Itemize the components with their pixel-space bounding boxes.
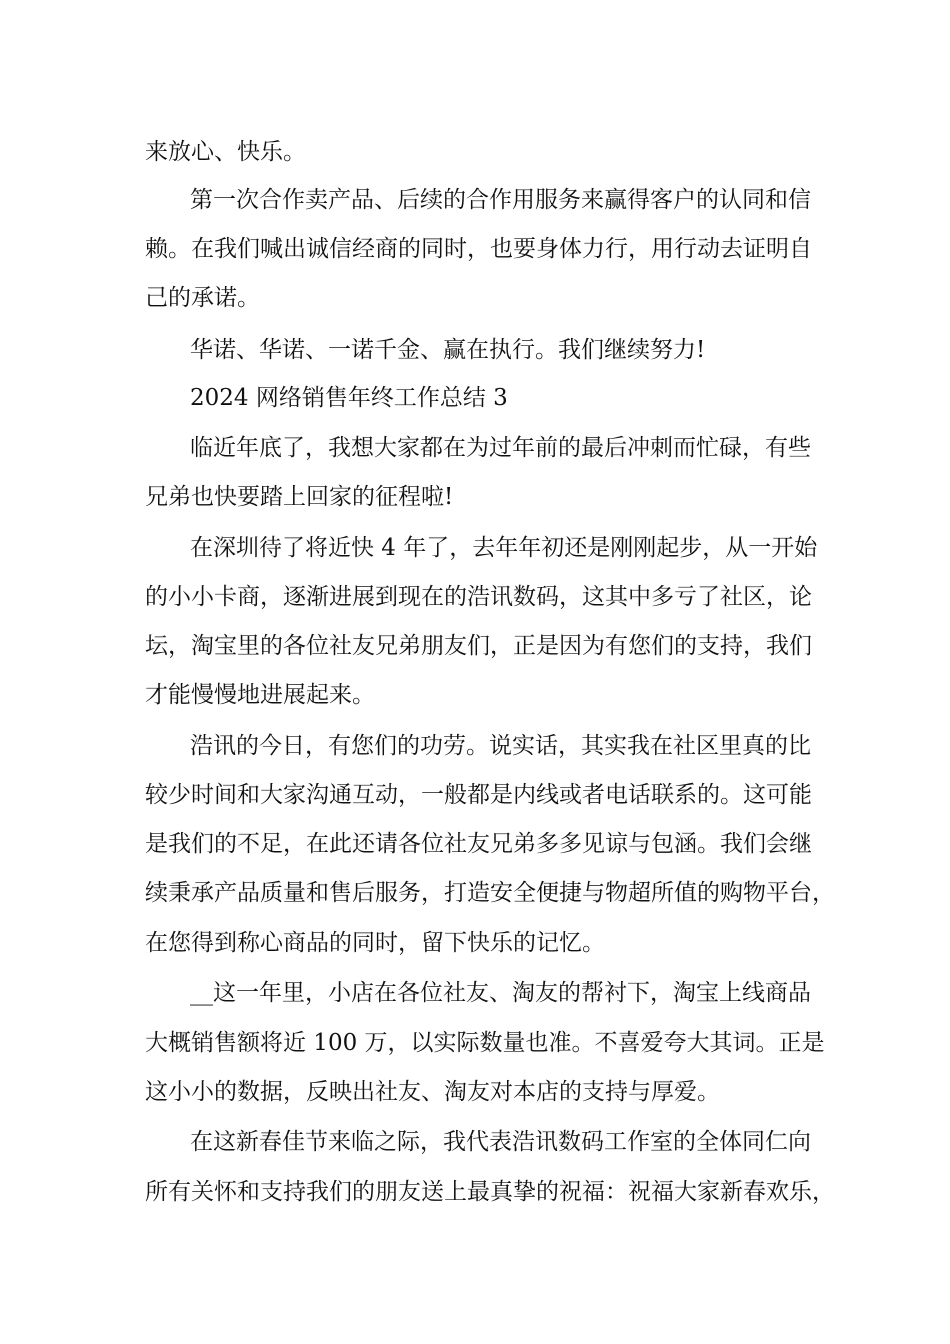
text-line: 的小小卡商，逐渐进展到现在的浩讯数码，这其中多亏了社区，论	[145, 584, 812, 610]
text-line: 在您得到称心商品的同时，留下快乐的记忆。	[145, 930, 605, 956]
text-line: 兄弟也快要踏上回家的征程啦!	[145, 484, 454, 510]
text-line: 来放心、快乐。	[145, 139, 306, 165]
text-line: 这小小的数据，反映出社友、淘友对本店的支持与厚爱。	[145, 1079, 720, 1105]
paragraph-first-line: 在这新春佳节来临之际，我代表浩讯数码工作室的全体同仁向	[190, 1129, 811, 1155]
paragraph-first-line: 华诺、华诺、一诺千金、赢在执行。我们继续努力!	[190, 337, 706, 363]
text-line: 大概销售额将近 100 万，以实际数量也准。不喜爱夸大其词。正是	[145, 1030, 825, 1056]
paragraph-first-line: 浩讯的今日，有您们的功劳。说实话，其实我在社区里真的比	[190, 733, 811, 759]
text-line: 赖。在我们喊出诚信经商的同时，也要身体力行，用行动去证明自	[145, 236, 812, 262]
text-line: 是我们的不足，在此还请各位社友兄弟多多见谅与包涵。我们会继	[145, 831, 812, 857]
paragraph-first-line: 临近年底了，我想大家都在为过年前的最后冲刺而忙碌，有些	[190, 435, 811, 461]
paragraph-first-line: __这一年里，小店在各位社友、淘友的帮衬下，淘宝上线商品	[190, 980, 811, 1006]
section-heading: 2024 网络销售年终工作总结 3	[190, 385, 508, 411]
text-line: 续秉承产品质量和售后服务，打造安全便捷与物超所值的购物平台，	[145, 880, 835, 906]
text-line: 坛，淘宝里的各位社友兄弟朋友们，正是因为有您们的支持，我们	[145, 633, 812, 659]
paragraph-first-line: 在深圳待了将近快 4 年了，去年年初还是刚刚起步，从一开始	[190, 535, 818, 561]
text-line: 己的承诺。	[145, 285, 260, 311]
paragraph-first-line: 第一次合作卖产品、后续的合作用服务来赢得客户的认同和信	[190, 187, 811, 213]
text-line: 所有关怀和支持我们的朋友送上最真挚的祝福：祝福大家新春欢乐，	[145, 1179, 835, 1205]
text-line: 才能慢慢地进展起来。	[145, 682, 375, 708]
text-line: 较少时间和大家沟通互动，一般都是内线或者电话联系的。这可能	[145, 782, 812, 808]
